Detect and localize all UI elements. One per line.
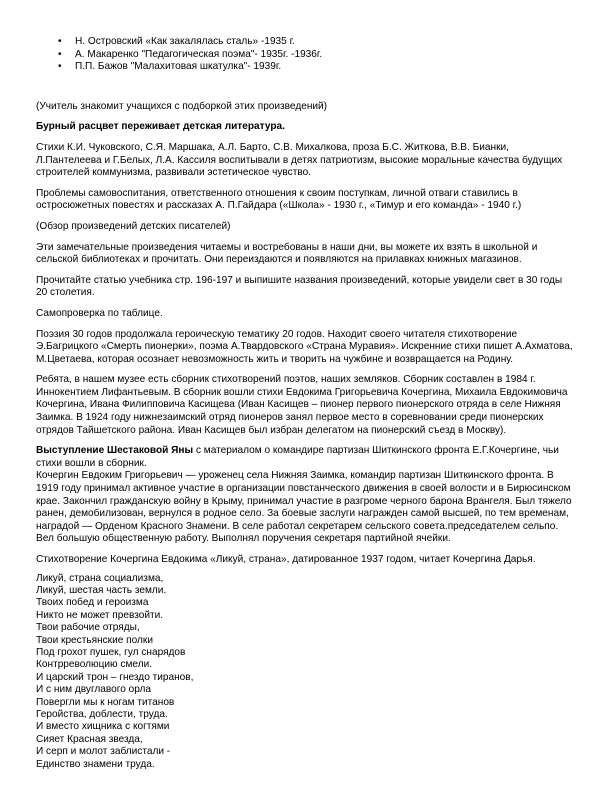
paragraph-read: Эти замечательные произведения читаемы и востребованы в наши дни, вы можете их взять в школьной и сельской библиотеках и прочитать. Они переиздаются и появляются на прилавках книжных магазинов. xyxy=(36,241,538,266)
paragraph-textbook: Прочитайте статью учебника стр. 196-197 и выпишите названия произведений, которые увидели свет в 30 годы 20 столетия. xyxy=(36,274,563,299)
poem-line: И серп и молот заблистали - xyxy=(36,746,171,758)
poem-line: Контрреволюцию смели. xyxy=(36,659,153,671)
poem-line: Никто не может превзойти. xyxy=(36,609,164,621)
paragraph-kochergin-bio: Кочергин Евдоким Григорьевич — уроженец села Нижняя Заимка, командир партизан Шиткинского фронта. В 1919 году принимал активное участие в организации повстанческого движения в своей волости и в Бирюсинском крае. Закончил гражданскую войну в Крыму, принимал участие в разгроме черного барона Врангеля. Был тяжело ранен, демобилизован, вернулся в родное село. За боевые заслуги награжден самой высшей, по тем временам, наградой — Орденом Красного Знамени. В селе работал секретарем сельского совета.председателем сельпо. Вел большую общественную работу. Выполнял поручения секретаря партийной ячейки. xyxy=(36,470,572,545)
paragraph-museum: Ребята, в нашем музее есть сборник стихотворений поэтов, наших земляков. Сборник составлен в 1984 г. Иннокентием Лифантьевым. В сборник вошли стихи Евдокима Григорьевича Кочергина, Михаила Евдокимовича Кочергина, Ивана Филипповича Касищева (Иван Касищев – пионер первого пионерского отряда в селе Нижняя Заимка. В 1924 году нижнезаимский отряд пионеров занял первое место в соревновании среди пионерских отрядов Тайшетского района. Иван Касищев был избран делегатом на пионерский съезд в Москву). xyxy=(36,374,568,436)
poem xyxy=(36,573,576,772)
paragraph-selfcheck: Самопроверка по таблице. xyxy=(36,307,163,319)
list-item: • П.П. Бажов "Малахитовая шкатулка"- 1939г. xyxy=(36,61,576,74)
poem-line: Повергли мы к ногам титанов xyxy=(36,696,175,708)
poem-line: И царский трон – гнездо тиранов, xyxy=(36,671,194,683)
paragraph-poem-intro: Стихотворение Кочергина Евдокима «Ликуй, страна», датированное 1937 годом, читает Кочергина Дарья. xyxy=(36,554,536,565)
paragraph-speech xyxy=(36,445,576,470)
poem-line: Под грохот пушек, гул снарядов xyxy=(36,647,186,659)
paragraph-poetry-30s: Поэзия 30 годов продолжала героическую тематику 20 годов. Находит своего читателя стихотворение Э.Багрицкого «Смерть пионерки», поэма А.Твардовского «Страна Муравия». Искренние стихи пишет А.Ахматова, М.Цветаева, которая осознает невозможность жить и творить на чужбине и возвращается на Родину. xyxy=(36,328,573,365)
list-item: • Н. Островский «Как закалялась сталь» -1935 г. xyxy=(36,36,576,49)
poem-line: И с ним двуглавого орла xyxy=(36,684,152,696)
poem-line: Геройства, доблести, труда. xyxy=(36,709,168,721)
poem-line: Единство знамени труда. xyxy=(36,758,155,770)
paragraph-poets: Стихи К.И. Чуковского, С.Я. Маршака, А.Л. Барто, С.В. Михалкова, проза Б.С. Житкова, В.В. Бианки, Л.Пантелеева и Г.Белых, Л.А. Кассиля воспитывали в детях патриотизм, высокие моральные качества будущих строителей коммунизма, развивали эстетическое чувство. xyxy=(36,141,563,179)
paragraph-review-note: (Обзор произведений детских писателей) xyxy=(36,220,231,232)
books-list xyxy=(36,36,576,74)
list-item: • А. Макаренко "Педагогическая поэма"- 1935г. -1936г. xyxy=(36,49,576,62)
section-heading: Бурный расцвет переживает детская литература. xyxy=(36,121,285,133)
paragraph-problems: Проблемы самовоспитания, ответственного отношения к своим поступкам, личной отваги ставились в остросюжетных повестях и рассказах А. П.Гайдара («Школа» - 1930 г., «Тимур и его команда» - 1940 г.) xyxy=(36,187,522,212)
poem-line: Ликуй, страна социализма, xyxy=(36,572,164,584)
poem-line: Сияет Красная звезда, xyxy=(36,733,143,745)
poem-line: Твои рабочие отряды, xyxy=(36,622,140,634)
speech-speaker: Выступление Шестаковой Яны xyxy=(36,445,194,457)
poem-line: Твоих побед и героизма xyxy=(36,597,149,609)
paragraph-teacher-note: (Учитель знакомит учащихся с подборкой этих произведений) xyxy=(36,100,328,112)
poem-line: И вместо хищника с когтями xyxy=(36,721,170,733)
document-page xyxy=(36,36,576,771)
poem-line: Ликуй, шестая часть земли. xyxy=(36,585,167,596)
poem-line: Твои крестьянские полки xyxy=(36,634,153,646)
speech-topic: с материалом о командире партизан Шиткинского фронта Е.Г.Кочергине, чьи стихи вошли в сборник. xyxy=(36,445,559,469)
